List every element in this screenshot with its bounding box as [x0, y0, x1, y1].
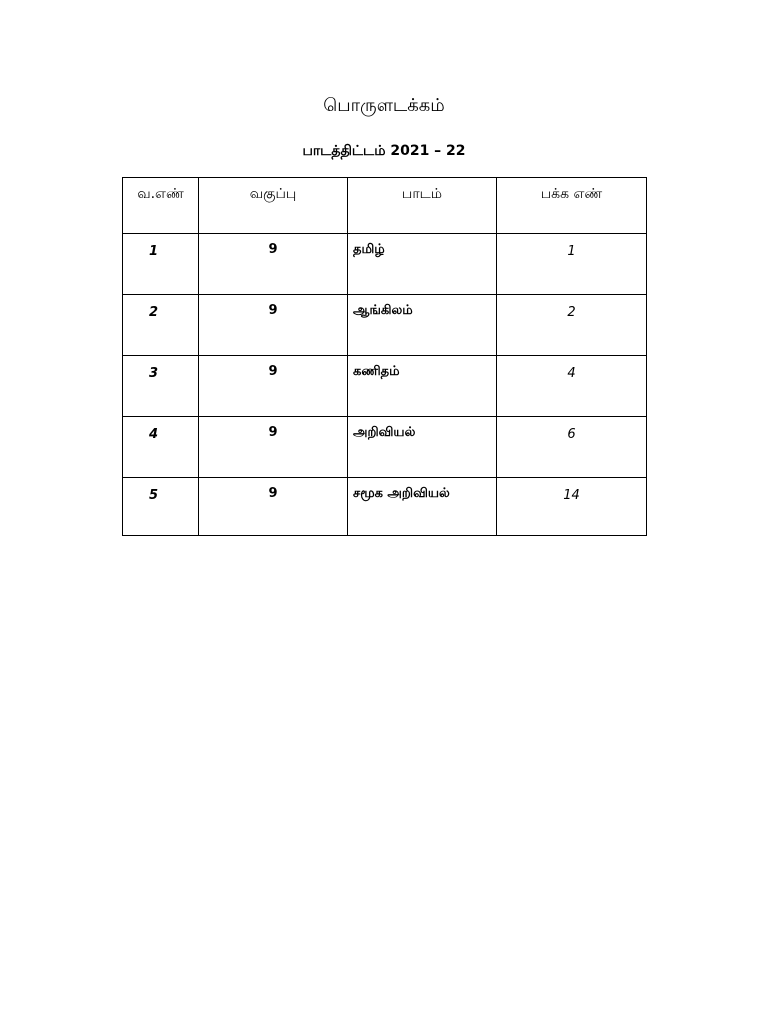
subject-cell: கணிதம் [348, 356, 497, 417]
class-cell: 9 [199, 295, 348, 356]
page-title: பொருளடக்கம் [323, 95, 445, 116]
serial-number-cell: 1 [123, 234, 199, 295]
serial-number-cell: 4 [123, 417, 199, 478]
serial-number-cell: 5 [123, 478, 199, 536]
subject-cell: சமூக அறிவியல் [348, 478, 497, 536]
table-row [123, 234, 647, 295]
subject-cell: தமிழ் [348, 234, 497, 295]
page-number-cell: 6 [497, 417, 647, 478]
class-cell: 9 [199, 417, 348, 478]
contents-table [122, 177, 647, 536]
table-row [123, 417, 647, 478]
syllabus-subtitle: பாடத்திட்டம் 2021 – 22 [302, 143, 466, 159]
subject-cell: ஆங்கிலம் [348, 295, 497, 356]
header-serial-number: வ.எண் [123, 178, 199, 234]
page-number-cell: 14 [497, 478, 647, 536]
header-class: வகுப்பு [199, 178, 348, 234]
header-subject: பாடம் [348, 178, 497, 234]
class-cell: 9 [199, 478, 348, 536]
serial-number-cell: 3 [123, 356, 199, 417]
class-cell: 9 [199, 234, 348, 295]
serial-number-cell: 2 [123, 295, 199, 356]
page-number-cell: 2 [497, 295, 647, 356]
table-row [123, 356, 647, 417]
page-number-cell: 1 [497, 234, 647, 295]
table-header-row [123, 178, 647, 234]
class-cell: 9 [199, 356, 348, 417]
table-row [123, 478, 647, 536]
table-row [123, 295, 647, 356]
subject-cell: அறிவியல் [348, 417, 497, 478]
page-number-cell: 4 [497, 356, 647, 417]
header-page-number: பக்க எண் [497, 178, 647, 234]
